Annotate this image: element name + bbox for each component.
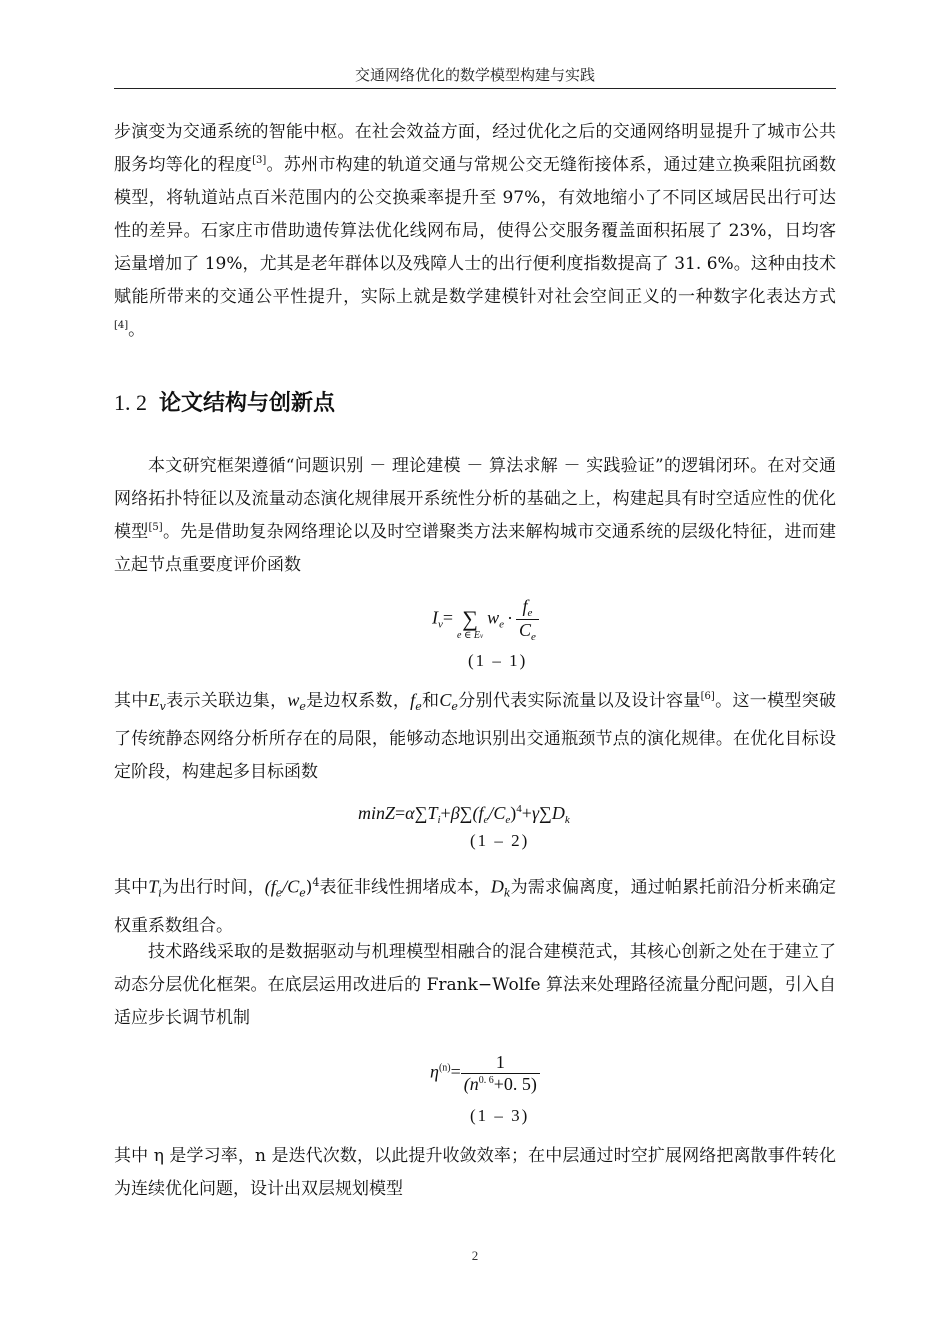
paragraph-variables-2: 其中$T_i$为出行时间，$(f_e/C_e)^4$表征非线性拥堵成本，$D_k$为需求偏离度，通过帕累托前沿分析来确定权重系数组合。 xyxy=(114,876,837,936)
header-rule xyxy=(114,88,836,89)
equation-label-1-2: (1 – 2) xyxy=(470,831,530,850)
citation-4: [4] xyxy=(114,320,129,331)
paragraph-technical-route: 技术路线采取的是数据驱动与机理模型相融合的混合建模范式，其核心创新之处在于建立了动态分层优化框架。在底层运用改进后的 Frank−Wolfe 算法来处理路径流量分配问题，引入自适应步长调节机制 xyxy=(114,942,836,1028)
citation-5: [5] xyxy=(148,522,163,533)
citation-6: [6] xyxy=(700,691,715,702)
paragraph-framework: 本文研究框架遵循“问题识别 － 理论建模 － 算法求解 － 实践验证”的逻辑闭环。在对交通网络拓扑特征以及流量动态演化规律展开系统性分析的基础之上，构建起具有时空适应性的优化模型[5]。先是借助复杂网络理论以及时空谱聚类方法来解构城市交通系统的层级化特征，进而建立起节点重要度评价函数 xyxy=(114,456,837,575)
paragraph-intro: 步演变为交通系统的智能中枢。在社会效益方面，经过优化之后的交通网络明显提升了城市公共服务均等化的程度[3]。苏州市构建的轨道交通与常规公交无缝衔接体系，通过建立换乘阻抗函数模型，将轨道站点百米范围内的公交换乘率提升至 97%，有效地缩小了不同区域居民出行可达性的差异。石家庄市借助遗传算法优化线网布局，使得公交服务覆盖面积拓展了 23%，日均客运量增加了 19%，尤其是老年群体以及残障人士的出行便利度指数提高了 31. 6%。这种由技术赋能所带来的交通公平性提升，实际上就是数学建模针对社会空间正义的一种数字化表达方式[4]。 xyxy=(114,122,837,340)
equation-label-1-3: (1 – 3) xyxy=(470,1106,530,1125)
paragraph-learning-rate: 其中 η 是学习率，n 是迭代次数，以此提升收敛效率；在中层通过时空扩展网络把离散事件转化为连续优化问题，设计出双层规划模型 xyxy=(114,1146,836,1199)
equation-1-2: $\min Z=\alpha\sum T_i+\beta\sum(f_e/C_e)^4+\gamma\sum D_k$ xyxy=(358,803,570,826)
section-heading: 1. 2 论文结构与创新点 xyxy=(114,390,336,416)
equation-1-1: $I_v=$ ∑ e ∈ Ev $w_e$ · $\frac{f_e}{C_e}$ xyxy=(432,596,632,643)
equation-label-1-1: (1 – 1) xyxy=(468,651,528,670)
paragraph-variables-1: 其中$E_v$表示关联边集，$w_e$是边权系数，$f_e$和$C_e$分别代表实际流量以及设计容量[6]。这一模型突破了传统静态网络分析所存在的局限，能够动态地识别出交通瓶颈节点的演化规律。在优化目标设定阶段，构建起多目标函数 xyxy=(114,690,837,782)
running-header: 交通网络优化的数学模型构建与实践 xyxy=(354,66,595,84)
equation-1-3: $\eta^{(n)}=$ $\frac{1}{(n^{0. 6}+0. 5)}$ xyxy=(430,1052,630,1095)
citation-3: [3] xyxy=(252,155,267,166)
page-number: 2 xyxy=(471,1248,479,1263)
